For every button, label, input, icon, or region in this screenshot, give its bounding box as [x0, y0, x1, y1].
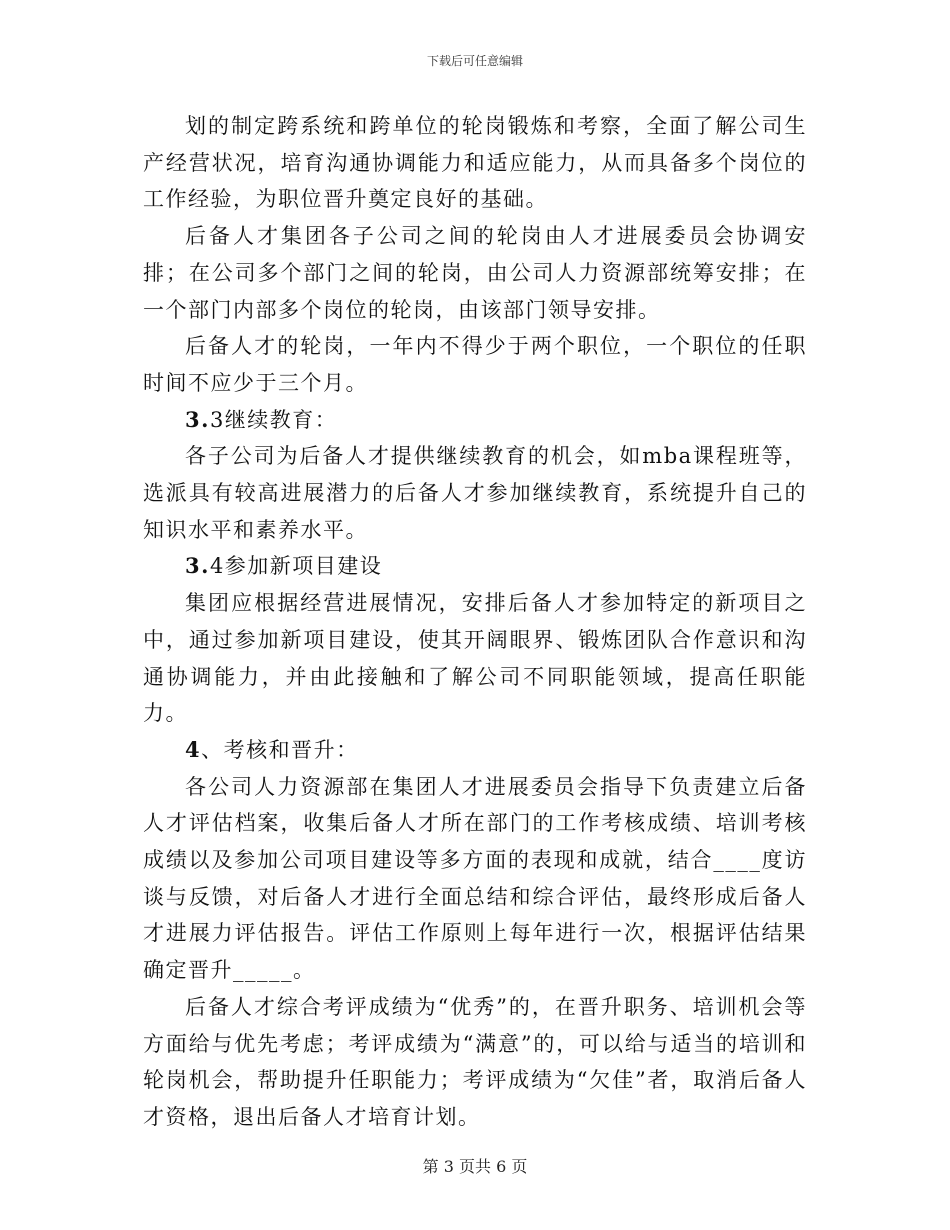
- section-number: 4: [185, 736, 202, 762]
- section-heading-3-3: [143, 402, 807, 439]
- paragraph-rotation-duration: 后备人才的轮岗，一年内不得少于两个职位，一个职位的任职时间不应少于三个月。: [143, 334, 807, 395]
- section-number: 3.: [185, 406, 210, 432]
- paragraph-rotation-arrangement: 后备人才集团各子公司之间的轮岗由人才进展委员会协调安排；在公司多个部门之间的轮岗，由公司人力资源部统筹安排；在一个部门内部多个岗位的轮岗，由该部门领导安排。: [143, 224, 807, 322]
- page-number: 第 3 页共 6 页: [422, 1157, 528, 1176]
- section-number: 3.: [185, 553, 210, 579]
- section-title: 、考核和晋升：: [201, 737, 359, 762]
- paragraph-assessment: 各公司人力资源部在集团人才进展委员会指导下负责建立后备人才评估档案，收集后备人才所在部门的工作考核成绩、培训考核成绩以及参加公司项目建设等多方面的表现和成就，结合____度访谈与反馈，对后备人才进行全面总结和综合评估，最终形成后备人才进展力评估报告。评估工作原则上每年进行一次，根据评估结果确定晋升_____。: [143, 774, 807, 983]
- paragraph-continuing-education: 各子公司为后备人才提供继续教育的机会，如mba课程班等，选派具有较高进展潜力的后备人才参加继续教育，系统提升自己的知识水平和素养水平。: [143, 444, 807, 542]
- paragraph-new-projects: 集团应根据经营进展情况，安排后备人才参加特定的新项目之中，通过参加新项目建设，使其开阔眼界、锻炼团队合作意识和沟通协调能力，并由此接触和了解公司不同职能领域，提高任职能力。: [143, 591, 807, 726]
- page-header: 下载后可任意编辑: [426, 54, 523, 68]
- paragraph-assessment-results: 后备人才综合考评成绩为“优秀”的，在晋升职务、培训机会等方面给与优先考虑；考评成绩为“满意”的，可以给与适当的培训和轮岗机会，帮助提升任职能力；考评成绩为“欠佳”者，取消后备人才资格，退出后备人才培育计划。: [143, 994, 807, 1129]
- section-heading-4: [143, 732, 807, 769]
- section-heading-3-4: [143, 548, 807, 585]
- document-body: [143, 108, 807, 1136]
- section-title: 4参加新项目建设: [209, 554, 383, 579]
- paragraph-rotation-purpose: 划的制定跨系统和跨单位的轮岗锻炼和考察，全面了解公司生产经营状况，培育沟通协调能力和适应能力，从而具备多个岗位的工作经验，为职位晋升奠定良好的基础。: [143, 114, 807, 212]
- section-title: 3继续教育：: [209, 407, 338, 432]
